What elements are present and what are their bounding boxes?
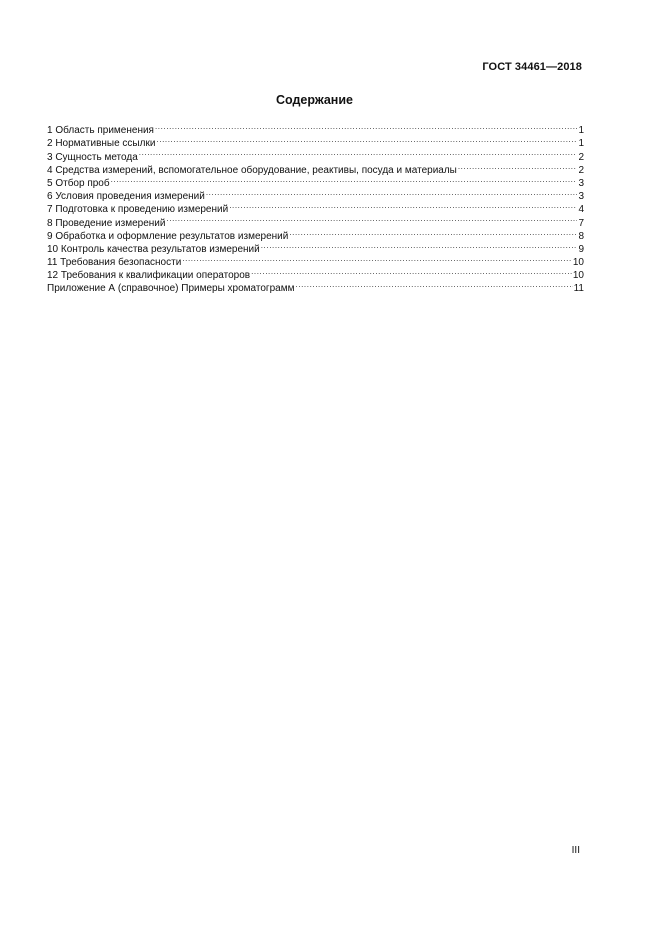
toc-dot-leader (229, 199, 577, 212)
document-code: ГОСТ 34461—2018 (482, 61, 582, 73)
toc-entry-label: 7 Подготовка к проведению измерений (47, 204, 229, 216)
toc-entry-label: 11 Требования безопасности (47, 257, 182, 269)
toc-dot-leader (289, 226, 577, 239)
page-number: III (571, 845, 580, 856)
toc-entry-label: 9 Обработка и оформление результатов измерений (47, 230, 289, 242)
toc-dot-leader (155, 120, 577, 133)
toc-dot-leader (295, 278, 572, 291)
toc-title: Содержание (275, 93, 353, 107)
toc-entry-page: 7 (578, 217, 584, 229)
toc-dot-leader (251, 265, 572, 278)
toc-entry-label: 10 Контроль качества результатов измерений (47, 243, 260, 255)
toc-entry-page: 3 (578, 191, 584, 203)
toc-entry-label: 1 Область применения (47, 125, 154, 137)
toc-dot-leader (156, 133, 577, 146)
toc-dot-leader (458, 160, 578, 173)
toc-entry-label: Приложение А (справочное) Примеры хроматограмм (47, 283, 295, 295)
toc-dot-leader (182, 252, 572, 265)
toc-entry-label: 8 Проведение измерений (47, 217, 166, 229)
toc-entry-page: 4 (578, 204, 584, 216)
toc-entry-page: 8 (578, 230, 584, 242)
toc-entry-label: 5 Отбор проб (47, 177, 110, 189)
toc-entry-label: 3 Сущность метода (47, 151, 138, 163)
toc-entry-label: 6 Условия проведения измерений (47, 191, 205, 203)
toc-dot-leader (261, 239, 578, 252)
toc-entry[interactable] (47, 186, 584, 203)
toc-entry-page: 11 (573, 283, 584, 295)
toc-entry-page: 10 (572, 270, 584, 282)
toc-dot-leader (206, 186, 578, 199)
toc-entry-page: 2 (578, 164, 584, 176)
toc-entry[interactable] (47, 173, 584, 189)
toc-entry[interactable] (47, 120, 584, 137)
toc-entry-label: 12 Требования к квалификации операторов (47, 270, 251, 282)
toc-entry-page: 3 (578, 177, 584, 189)
toc-entry-page: 1 (578, 138, 584, 150)
toc-dot-leader (111, 173, 578, 186)
toc-entry-page: 2 (578, 151, 584, 163)
table-of-contents (47, 120, 584, 295)
toc-entry-page: 9 (578, 243, 584, 255)
toc-entry-label: 2 Нормативные ссылки (47, 138, 156, 150)
toc-dot-leader (166, 212, 577, 225)
toc-dot-leader (139, 146, 578, 159)
toc-entry-page: 1 (578, 125, 584, 137)
toc-entry-page: 10 (572, 257, 584, 269)
toc-entry-label: 4 Средства измерений, вспомогательное оборудование, реактивы, посуда и материалы (47, 164, 457, 176)
